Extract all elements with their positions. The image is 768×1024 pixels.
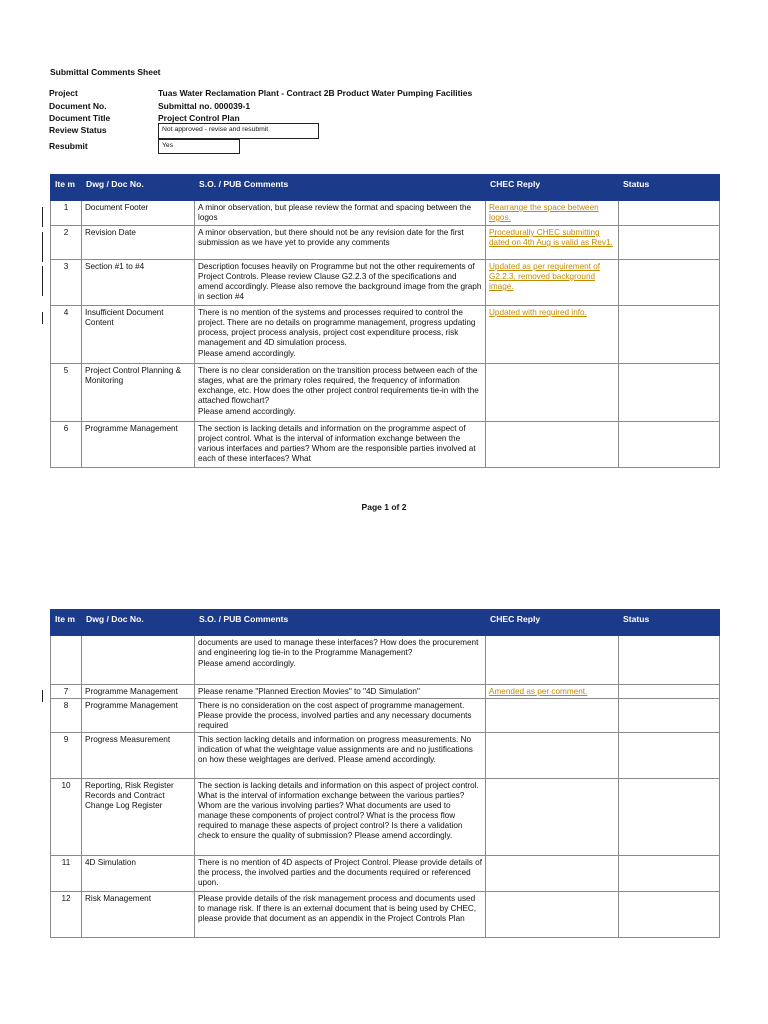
doc-reference: Programme Management [82,685,195,699]
comment-text: Please rename "Planned Erection Movies" to "4D Simulation" [198,687,420,696]
item-number: 4 [51,306,82,364]
table-row [51,364,720,422]
document-title-label: Document Title [49,113,111,123]
comment-cell [195,685,486,699]
status-cell [619,685,720,699]
change-bar [42,312,43,324]
table-header-row [51,175,720,201]
table-row [51,685,720,699]
review-status-label: Review Status [49,125,107,135]
amend-note: Please amend accordingly. [198,659,296,668]
item-number: 11 [51,856,82,892]
column-header-comments: S.O. / PUB Comments [195,175,486,201]
change-bar [42,266,43,296]
comment-text: A minor observation, but please review the format and spacing between the logos [198,203,472,222]
column-header-item: Ite m [51,175,82,201]
reply-cell [486,260,619,306]
table-row [51,201,720,226]
reply-text: Amended as per comment. [489,687,588,696]
comment-cell [195,733,486,779]
document-no-value: Submittal no. 000039-1 [158,101,251,111]
doc-reference: Programme Management [82,699,195,733]
status-cell [619,226,720,260]
reply-cell [486,422,619,468]
comment-text: documents are used to manage these interfaces? How does the procurement and engineering log tie-in to the Programme Management? [198,638,479,657]
table-row [51,422,720,468]
item-number [51,636,82,685]
comment-text: The section is lacking details and information on this aspect of project control. What is the interval of information exchange between the various parties? Whom are the various involving parties? What documents are used to manage these components of project control? What is the process flow required to manage these aspects of project control? Is there a validation check to ensure the quality of submission? Please amend accordingly. [198,781,479,840]
amend-note: Please amend accordingly. [198,349,296,358]
change-bar [42,207,43,227]
column-header-comments: S.O. / PUB Comments [195,610,486,636]
comment-text: There is no clear consideration on the transition process between each of the stages, what are the primary roles required, the frequency of information exchange, etc. How does the other project control requirements tie-in with the attached flowchart? [198,366,479,405]
reply-cell [486,779,619,856]
table-row [51,856,720,892]
doc-reference: Insufficient Document Content [82,306,195,364]
doc-reference: Risk Management [82,892,195,938]
reply-cell [486,201,619,226]
reply-cell [486,636,619,685]
doc-reference: Progress Measurement [82,733,195,779]
project-value: Tuas Water Reclamation Plant - Contract 2B Product Water Pumping Facilities [158,88,473,98]
table-row [51,892,720,938]
doc-reference: Revision Date [82,226,195,260]
table-row [51,779,720,856]
status-cell [619,733,720,779]
item-number: 3 [51,260,82,306]
amend-note: Please amend accordingly. [198,407,296,416]
table-row [51,699,720,733]
column-header-doc: Dwg / Doc No. [82,175,195,201]
table-row [51,260,720,306]
document-no-label: Document No. [49,101,107,111]
item-number: 8 [51,699,82,733]
column-header-status: Status [619,175,720,201]
comment-text: The section is lacking details and information on the programme aspect of project control. What is the interval of information exchange between the various interfaces and parties? Whom are the responsible parties involved at each of these interfaces? What [198,424,476,463]
column-header-item: Ite m [51,610,82,636]
column-header-status: Status [619,610,720,636]
page-number: Page 1 of 2 [361,502,407,512]
comment-cell [195,892,486,938]
item-number: 12 [51,892,82,938]
column-header-doc: Dwg / Doc No. [82,610,195,636]
comment-cell [195,699,486,733]
comment-cell [195,306,486,364]
comment-cell [195,422,486,468]
change-bar [42,690,43,702]
resubmit-label: Resubmit [49,141,88,151]
change-bar [42,232,43,262]
reply-text: Procedurally CHEC submitting dated on 4th Aug is valid as Rev1. [489,228,613,247]
doc-reference: Section #1 to #4 [82,260,195,306]
item-number: 6 [51,422,82,468]
resubmit-field: Yes [158,139,240,154]
sheet-title: Submittal Comments Sheet [50,67,161,77]
reply-text: Updated as per requirement of G2.2.3, removed background image. [489,262,601,291]
table-row [51,306,720,364]
reply-cell [486,699,619,733]
status-cell [619,699,720,733]
comment-cell [195,260,486,306]
comment-cell [195,636,486,685]
table-header-row [51,610,720,636]
reply-cell [486,892,619,938]
item-number: 7 [51,685,82,699]
comment-text: There is no consideration on the cost aspect of programme management. Please provide the process, involved parties and any necessary documents required [198,701,472,730]
reply-cell [486,685,619,699]
comment-cell [195,226,486,260]
status-cell [619,856,720,892]
item-number: 10 [51,779,82,856]
status-cell [619,306,720,364]
comments-table-page-2 [50,609,720,938]
doc-reference: Project Control Planning & Monitoring [82,364,195,422]
item-number: 2 [51,226,82,260]
comment-text: There is no mention of the systems and processes required to control the project. There are no details on programme management, progress updating process, project process analysis, project cost expenditure process, risk management and 4D simulation process. [198,308,476,347]
comment-text: This section lacking details and information on progress measurements. No indication of what the weightage value assignments are and no justifications on how these weightages are derived. Please amend accordingly. [198,735,473,764]
doc-reference: Reporting, Risk Register Records and Contract Change Log Register [82,779,195,856]
reply-text: Updated with required info. [489,308,587,317]
table-row [51,733,720,779]
item-number: 9 [51,733,82,779]
table-row [51,636,720,685]
doc-reference: Document Footer [82,201,195,226]
status-cell [619,260,720,306]
status-cell [619,422,720,468]
reply-cell [486,856,619,892]
comment-text: A minor observation, but there should not be any revision date for the first submission as we have yet to provide any comments [198,228,464,247]
project-label: Project [49,88,78,98]
status-cell [619,364,720,422]
comment-cell [195,364,486,422]
reply-cell [486,306,619,364]
document-title-value: Project Control Plan [158,113,240,123]
comment-text: Please provide details of the risk management process and documents used to manage risk. If there is an external document that is being used by CHEC, please provide that document as an appendix in the Project Controls Plan [198,894,477,923]
item-number: 1 [51,201,82,226]
status-cell [619,201,720,226]
column-header-reply: CHEC Reply [486,610,619,636]
review-status-field: Not approved - revise and resubmit [158,123,319,139]
comment-text: Description focuses heavily on Programme but not the other requirements of Project Controls. Please review Clause G2.2.3 of the specifications and amend accordingly. Please also remove the background image from the graph in section #4 [198,262,482,301]
table-row [51,226,720,260]
doc-reference: Programme Management [82,422,195,468]
comment-text: There is no mention of 4D aspects of Project Control. Please provide details of the process, the involved parties and the documents required or referenced upon. [198,858,482,887]
reply-cell [486,364,619,422]
comment-cell [195,201,486,226]
status-cell [619,892,720,938]
item-number: 5 [51,364,82,422]
doc-reference: 4D Simulation [82,856,195,892]
column-header-reply: CHEC Reply [486,175,619,201]
comment-cell [195,856,486,892]
comments-table-page-1 [50,174,720,468]
reply-text: Rearrange the space between logos. [489,203,599,222]
status-cell [619,636,720,685]
comment-cell [195,779,486,856]
reply-cell [486,226,619,260]
doc-reference [82,636,195,685]
reply-cell [486,733,619,779]
status-cell [619,779,720,856]
